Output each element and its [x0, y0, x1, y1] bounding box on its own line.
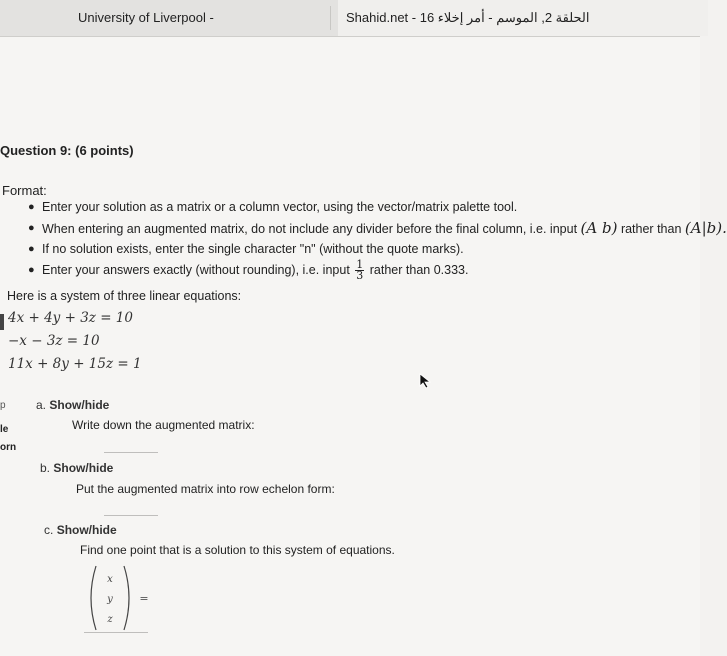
bullet-icon: ● [28, 264, 35, 276]
tab-university-of-liverpool[interactable] [72, 0, 328, 36]
instruction-text: Enter your answers exactly (without rounding), i.e. input [42, 263, 350, 277]
show-hide-toggle[interactable]: Show/hide [49, 398, 110, 412]
instruction-text: rather than [620, 222, 682, 236]
tab-label: University of Liverpool - [78, 10, 214, 25]
part-c [44, 523, 117, 537]
side-mark: le [0, 424, 9, 435]
question-title: Question 9: (6 points) [0, 143, 134, 158]
show-hide-toggle[interactable]: Show/hide [53, 461, 114, 475]
part-a-header[interactable]: a. Show/hide [36, 398, 110, 412]
part-b [40, 461, 113, 475]
answer-input-c[interactable] [84, 632, 148, 633]
bullet-icon: ● [28, 243, 35, 255]
vector-entry-x: x [107, 574, 113, 585]
equation: 11x + 8y + 15z = 1 [8, 356, 142, 372]
format-label: Format: [2, 183, 47, 198]
fraction-one-third: $\frac{1}{3}$ [356, 258, 364, 283]
browser-tab-bar [0, 0, 700, 37]
equals-sign: = [139, 592, 149, 605]
format-instructions [28, 197, 727, 283]
bullet-icon: ● [28, 201, 35, 213]
solution-vector [84, 562, 164, 634]
part-b-header[interactable]: b. Show/hide [40, 461, 114, 475]
bullet-icon: ● [28, 222, 35, 234]
tab-divider [330, 6, 331, 30]
tab-label: Shahid.net - 16 الحلقة 2, الموسم - أمر إخلاء [346, 10, 590, 25]
list-item [28, 218, 727, 239]
list-item [28, 239, 700, 260]
answer-input-b[interactable] [104, 515, 158, 516]
answer-input-a[interactable] [104, 452, 158, 453]
part-b-prompt: Put the augmented matrix into row echelon form: [76, 482, 335, 496]
vector-entry-z: z [107, 614, 113, 625]
page-content [0, 37, 727, 656]
vector-entry-y: y [107, 594, 113, 605]
part-a-prompt: Write down the augmented matrix: [72, 418, 255, 432]
equation: 4x + 4y + 3z = 10 [8, 310, 133, 326]
side-panel-edge [0, 314, 4, 330]
system-intro: Here is a system of three linear equations: [7, 289, 242, 303]
list-item [28, 197, 700, 218]
side-mark: p [0, 400, 6, 411]
equation: −x − 3z = 10 [8, 333, 100, 349]
side-mark: orn [0, 442, 17, 453]
tab-shahid[interactable] [338, 0, 708, 36]
show-hide-toggle[interactable]: Show/hide [56, 523, 117, 537]
instruction-text: rather than 0.333. [369, 263, 469, 277]
math-augmented: (A b) [580, 219, 618, 237]
instruction-text: If no solution exists, enter the single character "n" (without the quote marks). [42, 242, 464, 256]
part-a [36, 398, 109, 412]
mouse-pointer-icon [418, 373, 432, 389]
instruction-text: When entering an augmented matrix, do not include any divider before the final column, i.e. input [42, 222, 578, 236]
list-item [28, 260, 700, 281]
instruction-text: Enter your solution as a matrix or a column vector, using the vector/matrix palette tool. [42, 200, 518, 214]
math-divider: (A|b). [684, 219, 727, 237]
part-c-header[interactable]: c. Show/hide [44, 523, 117, 537]
part-c-prompt: Find one point that is a solution to this system of equations. [80, 543, 395, 557]
